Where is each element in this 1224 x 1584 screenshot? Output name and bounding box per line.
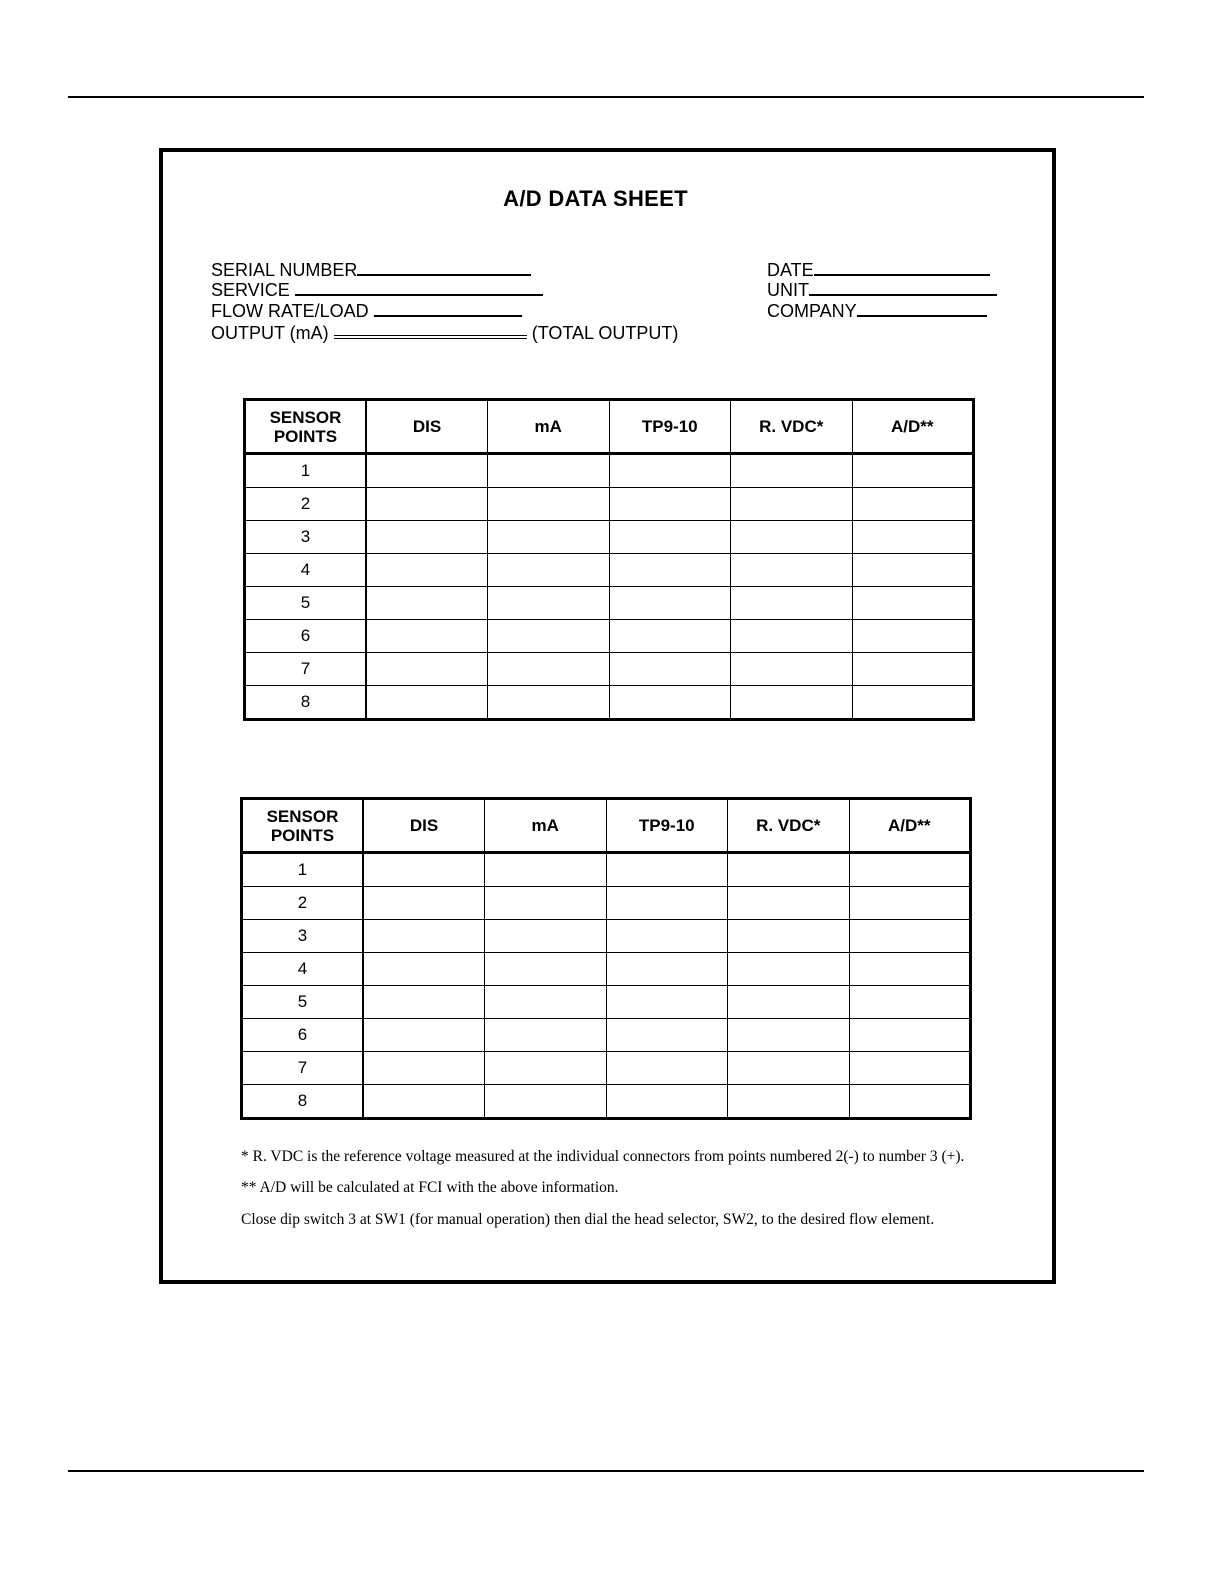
table-header-row <box>242 799 971 853</box>
serial-number-label: SERIAL NUMBER <box>211 260 358 280</box>
header-ma: mA <box>488 400 610 454</box>
entry-cell[interactable] <box>366 686 488 720</box>
entry-cell[interactable] <box>366 653 488 686</box>
entry-cell[interactable] <box>366 521 488 554</box>
table-row <box>242 953 971 986</box>
flow-rate-label: FLOW RATE/LOAD <box>211 301 369 321</box>
entry-cell[interactable] <box>363 953 485 986</box>
entry-cell[interactable] <box>731 488 853 521</box>
footer-rule <box>68 1470 1144 1472</box>
entry-cell[interactable] <box>849 986 971 1019</box>
table-row <box>245 686 974 720</box>
table-row <box>242 1085 971 1119</box>
unit-blank[interactable] <box>809 280 997 296</box>
note-dip-switch: Close dip switch 3 at SW1 (for manual operation) then dial the head selector, SW2, to the desired flow element. <box>241 1211 935 1228</box>
entry-cell[interactable] <box>363 1085 485 1119</box>
entry-cell[interactable] <box>485 853 607 887</box>
sensor-point-number: 2 <box>242 887 364 920</box>
table-row <box>242 1019 971 1052</box>
table-row <box>245 554 974 587</box>
entry-cell[interactable] <box>363 986 485 1019</box>
table-row <box>245 587 974 620</box>
entry-cell[interactable] <box>488 686 610 720</box>
header-r-vdc: R. VDC* <box>731 400 853 454</box>
sheet-title: A/D DATA SHEET <box>503 186 688 211</box>
entry-cell[interactable] <box>488 521 610 554</box>
entry-cell[interactable] <box>609 686 731 720</box>
sensor-point-number: 7 <box>242 1052 364 1085</box>
entry-cell[interactable] <box>606 953 728 986</box>
entry-cell[interactable] <box>849 853 971 887</box>
entry-cell[interactable] <box>731 653 853 686</box>
entry-cell[interactable] <box>609 554 731 587</box>
entry-cell[interactable] <box>366 454 488 488</box>
entry-cell[interactable] <box>852 686 974 720</box>
table-row <box>242 986 971 1019</box>
sensor-point-number: 8 <box>242 1085 364 1119</box>
entry-cell[interactable] <box>728 953 850 986</box>
table-row <box>242 887 971 920</box>
company-field <box>767 301 987 321</box>
entry-cell[interactable] <box>849 953 971 986</box>
entry-cell[interactable] <box>728 1052 850 1085</box>
entry-cell[interactable] <box>609 488 731 521</box>
table-row <box>242 853 971 887</box>
entry-cell[interactable] <box>852 653 974 686</box>
entry-cell[interactable] <box>606 1085 728 1119</box>
entry-cell[interactable] <box>728 853 850 887</box>
company-blank[interactable] <box>857 301 987 317</box>
header-tp9-10: TP9-10 <box>606 799 728 853</box>
service-blank[interactable] <box>295 280 543 296</box>
entry-cell[interactable] <box>731 454 853 488</box>
table-row <box>245 620 974 653</box>
entry-cell[interactable] <box>488 620 610 653</box>
entry-cell[interactable] <box>485 1019 607 1052</box>
entry-cell[interactable] <box>728 986 850 1019</box>
entry-cell[interactable] <box>488 554 610 587</box>
entry-cell[interactable] <box>731 587 853 620</box>
sensor-point-number: 7 <box>245 653 367 686</box>
output-label: OUTPUT (mA) <box>211 323 329 343</box>
entry-cell[interactable] <box>606 920 728 953</box>
entry-cell[interactable] <box>609 587 731 620</box>
entry-cell[interactable] <box>852 554 974 587</box>
entry-cell[interactable] <box>728 887 850 920</box>
entry-cell[interactable] <box>366 620 488 653</box>
entry-cell[interactable] <box>363 1019 485 1052</box>
entry-cell[interactable] <box>728 1085 850 1119</box>
serial-number-blank[interactable] <box>357 260 531 276</box>
entry-cell[interactable] <box>363 1052 485 1085</box>
serial-number-field <box>211 260 531 280</box>
entry-cell[interactable] <box>849 887 971 920</box>
note-ad: ** A/D will be calculated at FCI with the above information. <box>241 1179 619 1196</box>
sensor-table-2 <box>240 797 972 1120</box>
entry-cell[interactable] <box>609 653 731 686</box>
entry-cell[interactable] <box>606 986 728 1019</box>
header-sensor-points: SENSOR POINTS <box>245 400 367 454</box>
entry-cell[interactable] <box>363 853 485 887</box>
entry-cell[interactable] <box>731 686 853 720</box>
sensor-point-number: 4 <box>245 554 367 587</box>
entry-cell[interactable] <box>852 488 974 521</box>
entry-cell[interactable] <box>366 554 488 587</box>
header-ad: A/D** <box>849 799 971 853</box>
entry-cell[interactable] <box>849 920 971 953</box>
entry-cell[interactable] <box>609 454 731 488</box>
header-ad: A/D** <box>852 400 974 454</box>
entry-cell[interactable] <box>488 587 610 620</box>
entry-cell[interactable] <box>606 887 728 920</box>
entry-cell[interactable] <box>363 920 485 953</box>
unit-field <box>767 280 997 300</box>
entry-cell[interactable] <box>485 953 607 986</box>
sensor-point-number: 3 <box>242 920 364 953</box>
entry-cell[interactable] <box>606 853 728 887</box>
sensor-point-number: 4 <box>242 953 364 986</box>
entry-cell[interactable] <box>606 1052 728 1085</box>
header-dis: DIS <box>366 400 488 454</box>
table-row <box>245 521 974 554</box>
date-field <box>767 260 990 280</box>
header-r-vdc: R. VDC* <box>728 799 850 853</box>
entry-cell[interactable] <box>852 587 974 620</box>
entry-cell[interactable] <box>852 620 974 653</box>
total-output-label: (TOTAL OUTPUT) <box>531 323 679 343</box>
table-row <box>242 920 971 953</box>
sensor-point-number: 8 <box>245 686 367 720</box>
entry-cell[interactable] <box>731 554 853 587</box>
entry-cell[interactable] <box>849 1085 971 1119</box>
sensor-point-number: 2 <box>245 488 367 521</box>
entry-cell[interactable] <box>485 920 607 953</box>
table-row <box>245 488 974 521</box>
sensor-point-number: 1 <box>245 454 367 488</box>
header-rule <box>68 96 1144 98</box>
entry-cell[interactable] <box>366 587 488 620</box>
header-sensor-points: SENSOR POINTS <box>242 799 364 853</box>
sensor-table-1 <box>243 398 975 721</box>
entry-cell[interactable] <box>852 454 974 488</box>
entry-cell[interactable] <box>731 620 853 653</box>
entry-cell[interactable] <box>363 887 485 920</box>
entry-cell[interactable] <box>488 653 610 686</box>
sensor-point-number: 5 <box>242 986 364 1019</box>
entry-cell[interactable] <box>728 1019 850 1052</box>
company-label: COMPANY <box>767 301 857 321</box>
flow-rate-blank[interactable] <box>374 301 522 317</box>
entry-cell[interactable] <box>485 986 607 1019</box>
table-row <box>245 454 974 488</box>
entry-cell[interactable] <box>366 488 488 521</box>
entry-cell[interactable] <box>852 521 974 554</box>
entry-cell[interactable] <box>609 521 731 554</box>
entry-cell[interactable] <box>488 454 610 488</box>
entry-cell[interactable] <box>485 1085 607 1119</box>
sensor-point-number: 3 <box>245 521 367 554</box>
flow-rate-field <box>211 301 522 321</box>
header-ma: mA <box>485 799 607 853</box>
date-blank[interactable] <box>814 260 990 276</box>
entry-cell[interactable] <box>488 488 610 521</box>
sensor-point-number: 5 <box>245 587 367 620</box>
sensor-point-number: 6 <box>242 1019 364 1052</box>
entry-cell[interactable] <box>485 887 607 920</box>
unit-label: UNIT <box>767 280 809 300</box>
entry-cell[interactable] <box>485 1052 607 1085</box>
entry-cell[interactable] <box>606 1019 728 1052</box>
entry-cell[interactable] <box>731 521 853 554</box>
table-row <box>242 1052 971 1085</box>
sensor-point-number: 6 <box>245 620 367 653</box>
service-label: SERVICE <box>211 280 290 300</box>
service-field <box>211 280 543 300</box>
output-field <box>211 322 678 343</box>
sensor-point-number: 1 <box>242 853 364 887</box>
entry-cell[interactable] <box>728 920 850 953</box>
table-header-row <box>245 400 974 454</box>
header-dis: DIS <box>363 799 485 853</box>
output-blank[interactable] <box>334 322 527 339</box>
entry-cell[interactable] <box>609 620 731 653</box>
date-label: DATE <box>767 260 814 280</box>
table-row <box>245 653 974 686</box>
note-r-vdc: * R. VDC is the reference voltage measured at the individual connectors from points numbered 2(-) to number 3 (+). <box>241 1148 965 1165</box>
entry-cell[interactable] <box>849 1019 971 1052</box>
entry-cell[interactable] <box>849 1052 971 1085</box>
data-sheet-frame <box>159 148 1056 1284</box>
header-tp9-10: TP9-10 <box>609 400 731 454</box>
